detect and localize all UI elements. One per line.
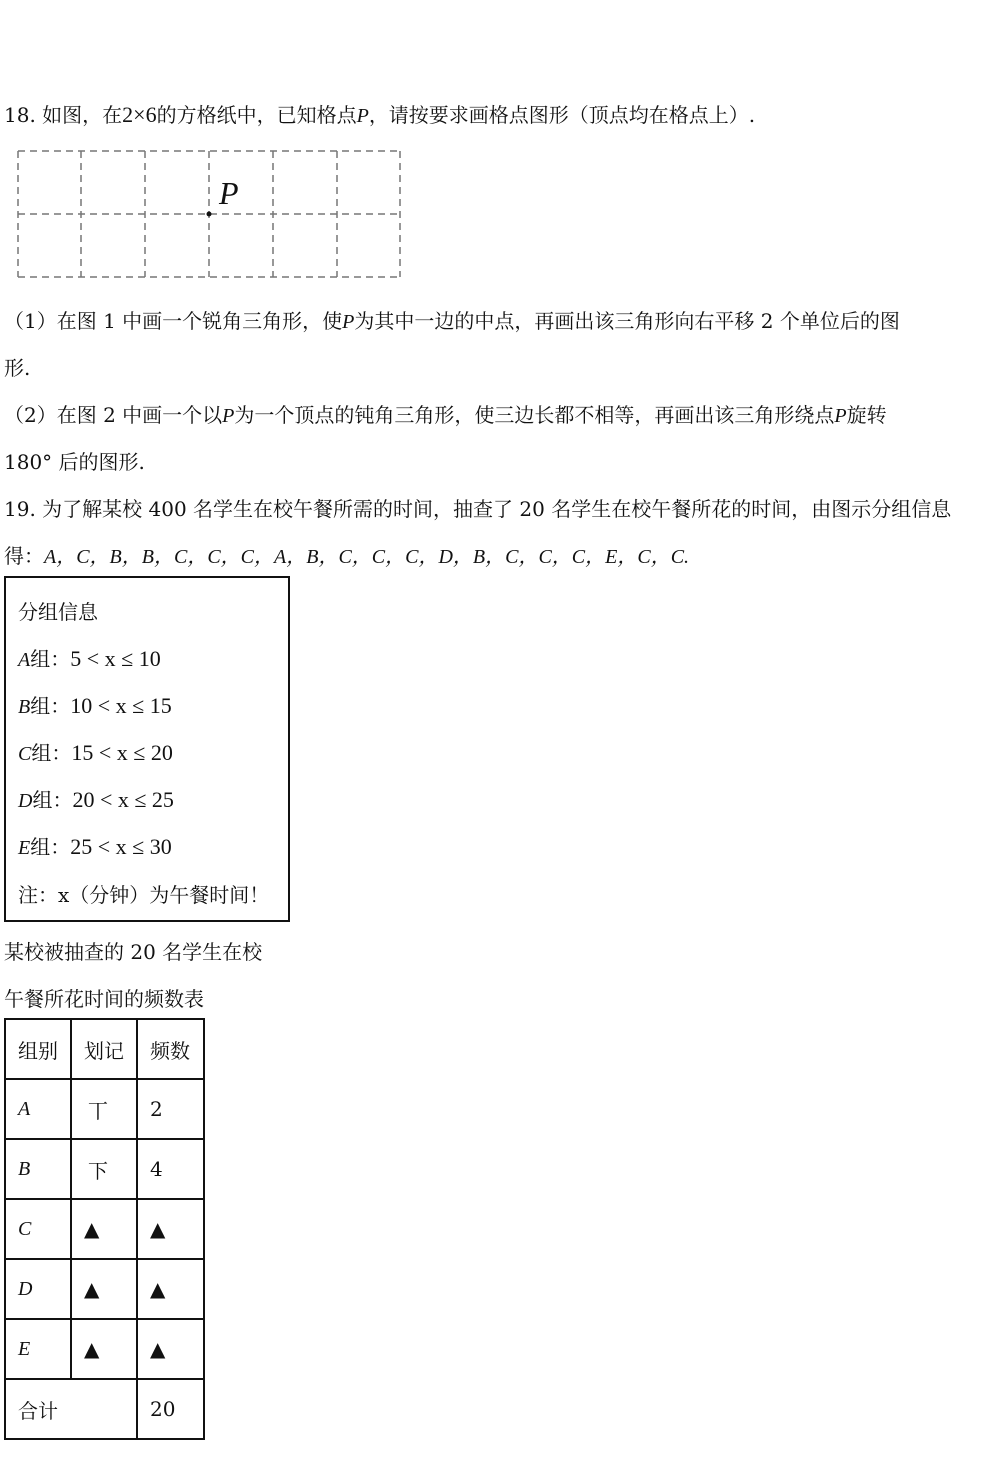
row-group: A	[5, 1079, 71, 1139]
group-suffix: 组：	[32, 788, 73, 812]
grid-figure	[17, 150, 401, 278]
point-p-label: P	[219, 175, 239, 211]
table-total-row	[5, 1379, 204, 1439]
point-p-dot	[207, 212, 212, 217]
group-letter: C	[18, 743, 32, 765]
q18-part1-line2: 形.	[4, 356, 31, 380]
q18-stem-b: 的方格纸中，已知格点	[156, 103, 357, 127]
group-letter: A	[18, 649, 31, 671]
q19-sequence: A，C，B，B，C，C，C，A，B，C，C，C，D，B，C，C，C，E，C，C.	[44, 546, 690, 568]
header-group: 组别	[5, 1019, 71, 1079]
group-letter: E	[18, 837, 31, 859]
row-tally: ▲	[71, 1319, 137, 1379]
q18-part1-a: （1）在图 1 中画一个锐角三角形，使	[4, 309, 343, 333]
group-letter: D	[18, 790, 33, 812]
q18-times: ×	[133, 102, 146, 127]
table-row	[5, 1199, 204, 1259]
q19-stem-prefix: 得：	[4, 544, 44, 568]
q18-part2-point: P	[222, 405, 235, 427]
group-range: 20 < x ≤ 25	[72, 787, 174, 812]
group-info-box	[4, 576, 290, 922]
row-tally: ▲	[71, 1259, 137, 1319]
q18-part2-a: （2）在图 2 中画一个以	[4, 403, 223, 427]
q19-number: 19.	[4, 497, 36, 521]
row-freq: ▲	[137, 1199, 204, 1259]
table-caption-line2: 午餐所花时间的频数表	[4, 987, 204, 1011]
table-caption-line1: 某校被抽查的 20 名学生在校	[4, 940, 263, 964]
group-suffix: 组：	[30, 835, 71, 859]
group-suffix: 组：	[31, 741, 72, 765]
q18-part2-line2: 180° 后的图形.	[4, 450, 145, 474]
q18-stem-a: 如图，在	[42, 103, 123, 127]
row-freq: 2	[137, 1079, 204, 1139]
row-tally: 丅	[71, 1079, 137, 1139]
table-row	[5, 1319, 204, 1379]
q19-stem-line1	[4, 493, 951, 522]
row-group: D	[5, 1259, 71, 1319]
frequency-table	[4, 1018, 205, 1440]
header-tally: 划记	[71, 1019, 137, 1079]
q18-part1-line1	[4, 305, 900, 334]
row-group: E	[5, 1319, 71, 1379]
q18-part2-c: 旋转	[846, 403, 887, 427]
q18-part1-b: 为其中一边的中点，再画出该三角形向右平移 2 个单位后的图	[354, 309, 900, 333]
row-freq: ▲	[137, 1259, 204, 1319]
row-tally: ▲	[71, 1199, 137, 1259]
table-header-row	[5, 1019, 204, 1079]
info-group-c	[18, 737, 173, 766]
row-freq: ▲	[137, 1319, 204, 1379]
total-label: 合计	[5, 1379, 137, 1439]
group-range: 25 < x ≤ 30	[70, 834, 172, 859]
header-freq: 频数	[137, 1019, 204, 1079]
q19-stem-line2	[4, 540, 689, 569]
q18-part2-b: 为一个顶点的钝角三角形，使三边长都不相等，再画出该三角形绕点	[234, 403, 835, 427]
group-letter: B	[18, 696, 31, 718]
row-group: C	[5, 1199, 71, 1259]
q19-stem: 为了解某校 400 名学生在校午餐所需的时间，抽查了 20 名学生在校午餐所花的时间，由图示分组信息	[42, 497, 952, 521]
q18-grid-cols: 6	[145, 102, 157, 127]
info-box-title: 分组信息	[18, 600, 98, 624]
group-range: 15 < x ≤ 20	[71, 740, 173, 765]
row-group: B	[5, 1139, 71, 1199]
q18-point: P	[356, 105, 369, 127]
info-group-b	[18, 690, 172, 719]
info-group-e	[18, 831, 172, 860]
table-row	[5, 1139, 204, 1199]
q18-part1-point: P	[342, 311, 355, 333]
info-box-note: 注：x（分钟）为午餐时间！	[18, 883, 270, 907]
q18-number: 18.	[4, 103, 36, 127]
table-row	[5, 1079, 204, 1139]
q18-grid-rows: 2	[122, 102, 134, 127]
table-row	[5, 1259, 204, 1319]
total-value: 20	[137, 1379, 204, 1439]
group-range: 10 < x ≤ 15	[70, 693, 172, 718]
group-suffix: 组：	[30, 694, 71, 718]
q18-stem	[4, 99, 755, 128]
q18-part2-point2: P	[834, 405, 847, 427]
info-group-d	[18, 784, 174, 813]
row-freq: 4	[137, 1139, 204, 1199]
group-range: 5 < x ≤ 10	[70, 646, 161, 671]
row-tally: 下	[71, 1139, 137, 1199]
info-group-a	[18, 643, 161, 672]
q18-part2-line1	[4, 399, 887, 428]
group-suffix: 组：	[30, 647, 71, 671]
q18-stem-c: ，请按要求画格点图形（顶点均在格点上）.	[368, 103, 756, 127]
